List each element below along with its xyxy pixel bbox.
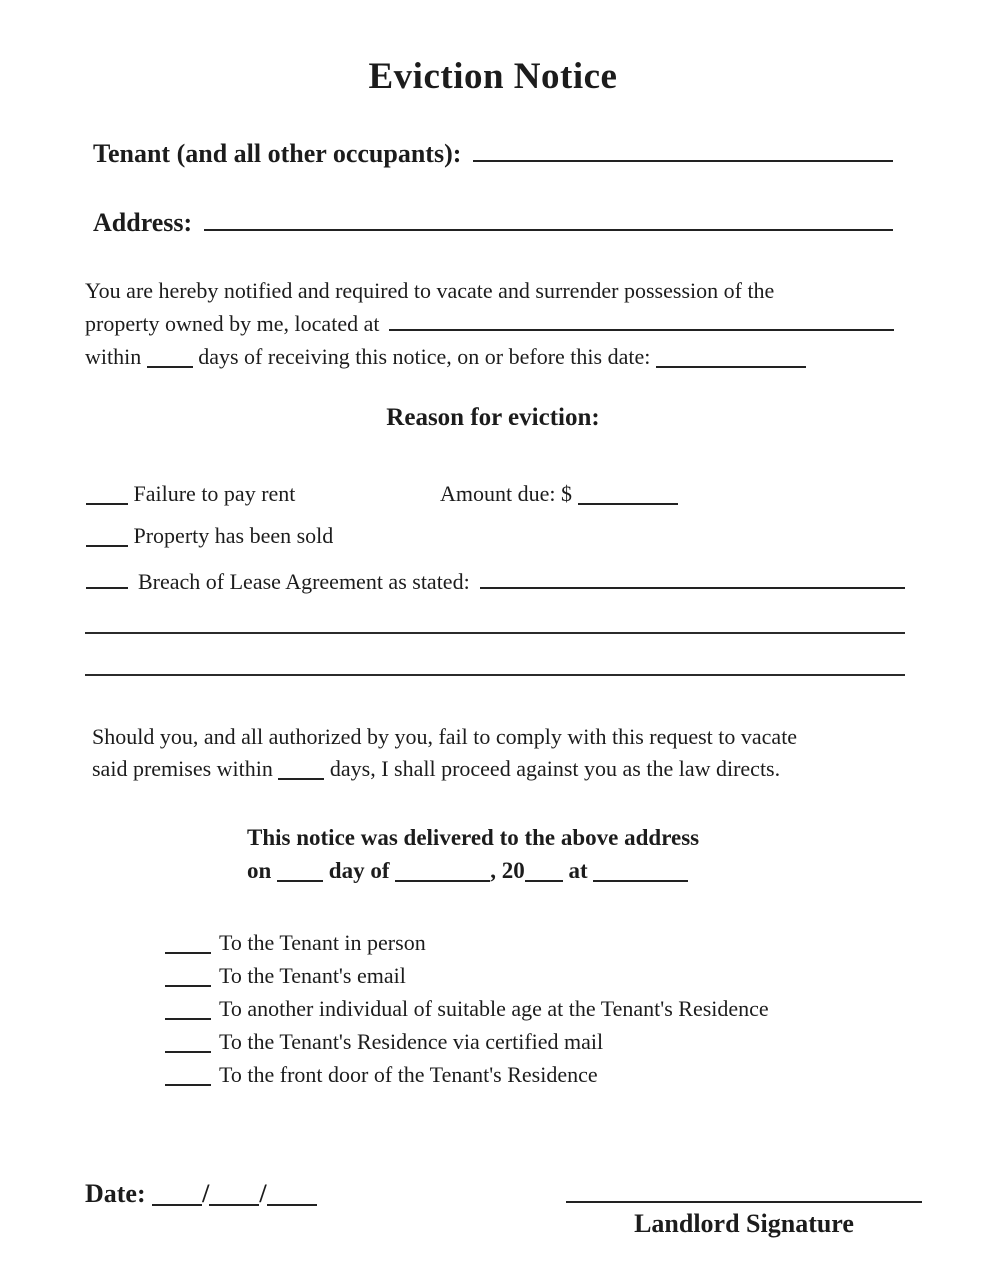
- delivery-method-label: To the Tenant's email: [219, 963, 406, 988]
- date-slash: /: [259, 1179, 267, 1208]
- delivery-seg-on: on: [247, 858, 272, 883]
- compliance-line-1: Should you, and all authorized by you, fail to comply with this request to vacate: [92, 724, 798, 749]
- delivery-statement: [247, 821, 699, 887]
- tenant-label: Tenant (and all other occupants):: [93, 139, 462, 168]
- amount-due-blank[interactable]: [578, 481, 678, 505]
- delivery-heading: This notice was delivered to the above address: [247, 825, 700, 850]
- checkbox-blank-email[interactable]: [165, 963, 211, 987]
- checkbox-blank-other-individual[interactable]: [165, 996, 211, 1020]
- checkbox-blank-front-door[interactable]: [165, 1062, 211, 1086]
- notice-line-1: You are hereby notified and required to vacate and surrender possession of the: [85, 278, 775, 303]
- notice-line-3-word2: days of receiving this notice, on or before this date:: [198, 344, 651, 369]
- delivery-method-row-in-person: [165, 926, 769, 959]
- notice-paragraph: [85, 274, 894, 373]
- delivery-method-label: To the Tenant's Residence via certified mail: [219, 1029, 604, 1054]
- reason-option-row-breach-of-lease: [86, 565, 905, 595]
- reason-option-label: Failure to pay rent: [133, 481, 296, 506]
- reason-option-row-property-sold: [86, 523, 905, 549]
- notice-line-3-word1: within: [85, 344, 142, 369]
- delivery-method-row-front-door: [165, 1058, 769, 1091]
- delivery-seg-day-of: day of: [328, 858, 390, 883]
- delivery-day-blank[interactable]: [277, 857, 323, 882]
- date-year-blank[interactable]: [267, 1182, 317, 1206]
- checkbox-blank-certified-mail[interactable]: [165, 1029, 211, 1053]
- delivery-method-list: [165, 926, 769, 1091]
- address-row: [93, 203, 893, 238]
- compliance-days-blank[interactable]: [278, 756, 324, 780]
- compliance-line-2: [92, 753, 896, 785]
- delivery-seg-year: , 20: [490, 858, 525, 883]
- signature-block: [566, 1176, 922, 1239]
- reason-option-row-failure-to-pay: [86, 481, 905, 507]
- tenant-row: [93, 134, 893, 169]
- delivery-method-label: To the Tenant in person: [219, 930, 426, 955]
- checkbox-blank-property-sold[interactable]: [86, 523, 128, 547]
- notice-line-2: [85, 307, 894, 340]
- reason-heading: Reason for eviction:: [386, 404, 600, 431]
- checkbox-blank-in-person[interactable]: [165, 930, 211, 954]
- delivery-method-row-email: [165, 959, 769, 992]
- compliance-paragraph: [92, 721, 896, 785]
- stated-reason-line-2[interactable]: [85, 674, 905, 676]
- checkbox-blank-failure-to-pay[interactable]: [86, 481, 128, 505]
- date-day-blank[interactable]: [209, 1182, 259, 1206]
- reason-option-label: Breach of Lease Agreement as stated:: [138, 569, 470, 594]
- date-row: [85, 1181, 317, 1207]
- breach-stated-blank[interactable]: [480, 565, 905, 589]
- landlord-signature-label: Landlord Signature: [634, 1209, 854, 1238]
- checkbox-blank-breach-of-lease[interactable]: [86, 565, 128, 589]
- days-count-blank[interactable]: [147, 344, 193, 368]
- notice-line-3: [85, 340, 894, 373]
- delivery-method-row-other-individual: [165, 992, 769, 1025]
- amount-due-group: [440, 481, 678, 507]
- delivery-date-line: [247, 854, 699, 887]
- compliance-line-2-prefix: said premises within: [92, 756, 273, 781]
- delivery-method-label: To another individual of suitable age at the Tenant's Residence: [219, 996, 769, 1021]
- address-blank[interactable]: [204, 203, 893, 231]
- stated-reason-line-1[interactable]: [85, 632, 905, 634]
- landlord-signature-line[interactable]: [566, 1176, 922, 1203]
- vacate-date-blank[interactable]: [656, 344, 806, 368]
- address-label: Address:: [93, 208, 193, 237]
- reason-option-label: Property has been sold: [133, 523, 334, 548]
- notice-line-2-text: property owned by me, located at: [85, 311, 380, 336]
- property-location-blank[interactable]: [389, 307, 894, 331]
- date-month-blank[interactable]: [152, 1182, 202, 1206]
- tenant-name-blank[interactable]: [473, 134, 893, 162]
- date-slash: /: [202, 1179, 210, 1208]
- delivery-seg-at: at: [568, 858, 588, 883]
- date-label: Date:: [85, 1179, 146, 1208]
- delivery-time-blank[interactable]: [593, 857, 688, 882]
- amount-due-label: Amount due: $: [440, 481, 572, 506]
- delivery-method-row-certified-mail: [165, 1025, 769, 1058]
- document-title: Eviction Notice: [368, 56, 618, 97]
- delivery-year-blank[interactable]: [525, 857, 563, 882]
- compliance-line-2-suffix: days, I shall proceed against you as the law directs.: [329, 756, 781, 781]
- delivery-method-label: To the front door of the Tenant's Residence: [219, 1062, 598, 1087]
- delivery-month-blank[interactable]: [395, 857, 490, 882]
